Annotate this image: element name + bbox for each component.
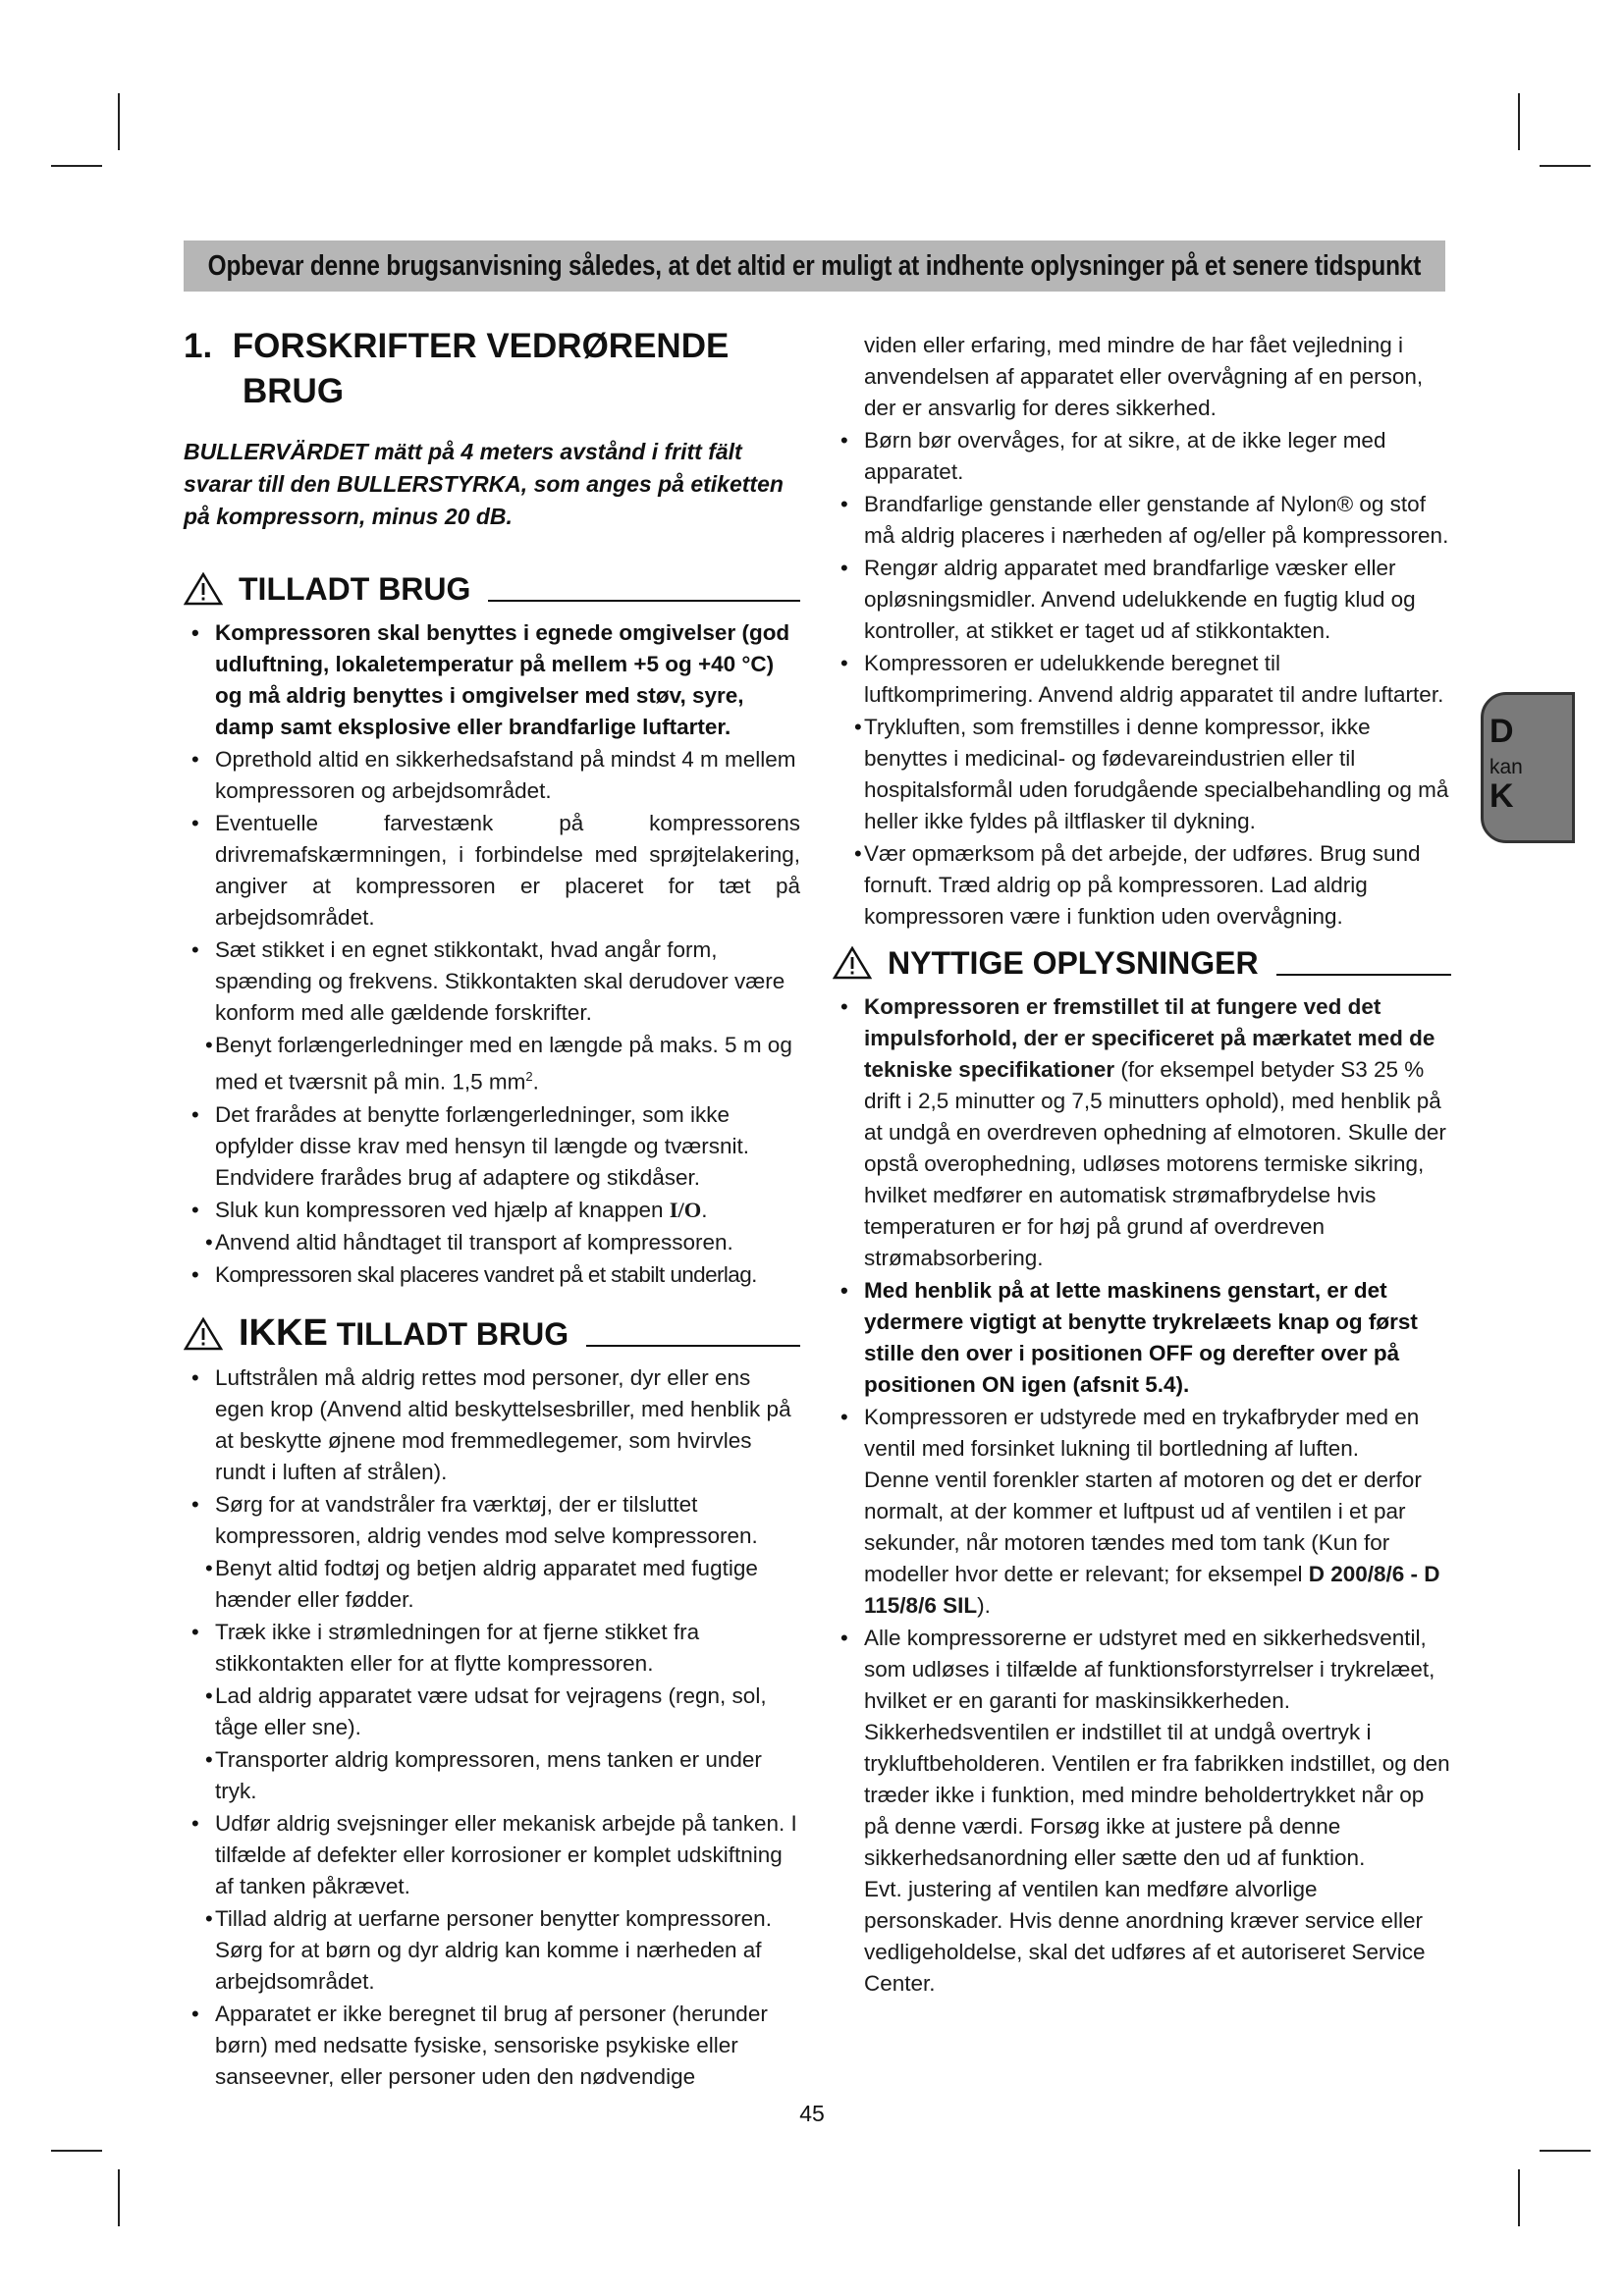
header-banner [184, 240, 1445, 292]
item-text: Sluk kun kompressoren ved hjælp af knappen [215, 1197, 670, 1222]
noise-note: BULLERVÄRDET mätt på 4 meters avstånd i fritt fält svarar till den BULLERSTYRKA, som anges på etiketten på kompressorn, minus 20 dB. [184, 439, 784, 529]
section-title: TILLADT BRUG [239, 571, 471, 607]
list-item: • Trykluften, som fremstilles i denne kompressor, ikke benyttes i medicinal- og fødevareindustrien eller til hospitalsformål uden forudgående specialbehandling og må heller ikke fyldes på iltflasker til dykning. [833, 712, 1451, 837]
continued-list [833, 330, 1451, 933]
heading-rule [1276, 974, 1451, 976]
section-heading-not-allowed [184, 1311, 800, 1354]
crop-mark [1540, 165, 1591, 167]
item-text: Denne ventil forenkler starten af motoren og det er derfor normalt, at der kommer et luftpust ud af ventilen i et par sekunder, når motoren tændes med tom tank (Kun for modeller hvor dette er relevant; for eksempel [864, 1468, 1422, 1586]
item-text: Evt. justering af ventilen kan medføre alvorlige personskader. Hvis denne anordning kræver service eller vedligeholdelse, skal det udføres af et autoriseret Service Center. [864, 1877, 1426, 1996]
title-line-1: FORSKRIFTER VEDRØRENDE [232, 327, 730, 365]
crop-mark [1518, 93, 1520, 150]
crop-mark [118, 93, 120, 150]
list-item: • Det frarådes at benytte forlængerledninger, som ikke opfylder disse krav med hensyn til længde og tværsnit. Endvidere frarådes brug af adaptere og stikdåser. [184, 1099, 800, 1194]
section-heading-allowed [184, 572, 800, 606]
crop-mark [1540, 2150, 1591, 2152]
crop-mark [51, 165, 102, 167]
list-item [184, 1030, 800, 1098]
list-item: • Udfør aldrig svejsninger eller mekanisk arbejde på tanken. I tilfælde af defekter eller korrosioner er komplet udskiftning af tanken påkrævet. [184, 1808, 800, 1902]
list-item [833, 1402, 1451, 1622]
item-bold: Kompressoren er fremstillet til at fungere ved det impulsforhold, der er specificeret på mærkatet med de tekniske specifikationer [864, 994, 1435, 1082]
list-item: • Oprethold altid en sikkerhedsafstand på mindst 4 m mellem kompressoren og arbejdsområdet. [184, 744, 800, 807]
list-item: • Kompressoren er udelukkende beregnet til luftkomprimering. Anvend aldrig apparatet til andre luftarter. [833, 648, 1451, 711]
section-heading-useful [833, 946, 1451, 980]
list-item: • Tillad aldrig at uerfarne personer benytter kompressoren. Sørg for at børn og dyr aldrig kan komme i nærheden af arbejdsområdet. [184, 1903, 800, 1998]
tab-middle: kan [1489, 756, 1523, 778]
list-item: • Transporter aldrig kompressoren, mens tanken er under tryk. [184, 1744, 800, 1807]
warning-triangle-icon [184, 572, 223, 606]
list-item: • Vær opmærksom på det arbejde, der udføres. Brug sund fornuft. Træd aldrig op på kompressoren. Lad aldrig kompressoren være i funktion uden overvågning. [833, 838, 1451, 933]
list-item: viden eller erfaring, med mindre de har fået vejledning i anvendelsen af apparatet eller overvågning af en person, der er ansvarlig for deres sikkerhed. [864, 333, 1424, 420]
useful-list [833, 991, 1451, 2000]
section-number: 1. [184, 327, 213, 365]
language-tab [1481, 692, 1575, 843]
list-item: • Anvend altid håndtaget til transport af kompressoren. [184, 1227, 800, 1258]
list-item: • Eventuelle farvestænk på kompressorens drivremafskærmningen, i forbindelse med sprøjtelakering, angiver at kompressoren er placeret for tæt på arbejdsområdet. [184, 808, 800, 934]
list-item: • Kompressoren skal benyttes i egnede omgivelser (god udluftning, lokaletemperatur på mellem +5 og +40 °C) og må aldrig benyttes i omgivelser med støv, syre, damp samt eksplosive eller brandfarlige luftarter. [184, 617, 800, 743]
list-item [184, 1195, 800, 1226]
item-end: ). [977, 1593, 991, 1618]
item-text: Benyt forlængerledninger med en længde på maks. 5 m og med et tværsnit på min. 1,5 mm [215, 1033, 792, 1095]
heading-rule [488, 600, 800, 602]
list-item: • Sæt stikket i en egnet stikkontakt, hvad angår form, spænding og frekvens. Stikkontakten skal derudover være konform med alle gældende forskrifter. [184, 934, 800, 1029]
tab-letter-top: D [1489, 713, 1514, 750]
item-end: . [532, 1069, 539, 1095]
list-item: • Brandfarlige genstande eller genstande af Nylon® og stof må aldrig placeres i nærheden af og/eller på kompressoren. [833, 489, 1451, 552]
warning-triangle-icon [833, 946, 872, 980]
tab-letter-bottom: K [1489, 777, 1514, 815]
item-text: Alle kompressorerne er udstyret med en sikkerhedsventil, som udløses i tilfælde af funktionsforstyrrelser i trykrelæet, hvilket er en garanti for maskinsikkerheden. [864, 1626, 1435, 1713]
warning-triangle-icon [184, 1317, 223, 1351]
list-item: • Rengør aldrig apparatet med brandfarlige væsker eller opløsningsmidler. Anvend udelukkende en fugtig klud og kontroller, at stikket er taget ud af stikkontakten. [833, 553, 1451, 647]
switch-label: I/O [669, 1197, 702, 1222]
heading-rule [586, 1345, 800, 1347]
page-number: 45 [799, 2101, 825, 2126]
title-emphasis: IKKE [239, 1311, 328, 1354]
title-line-2: BRUG [243, 372, 345, 410]
superscript: 2 [525, 1069, 533, 1084]
right-column [833, 330, 1451, 2001]
page-title [184, 324, 800, 414]
section-title: NYTTIGE OPLYSNINGER [888, 945, 1259, 981]
list-item: • Børn bør overvåges, for at sikre, at de ikke leger med apparatet. [833, 425, 1451, 488]
item-text: Kompressoren er udstyrede med en trykafbryder med en ventil med forsinket lukning til bortledning af luften. [864, 1405, 1420, 1461]
section-title [239, 1311, 569, 1354]
list-item: • Træk ikke i strømledningen for at fjerne stikket fra stikkontakten eller for at flytte kompressoren. [184, 1617, 800, 1680]
left-column [184, 324, 800, 2094]
crop-mark [1518, 2169, 1520, 2226]
title-rest: TILLADT BRUG [336, 1315, 569, 1352]
list-item [833, 1623, 1451, 2000]
list-item: • Kompressoren skal placeres vandret på et stabilt underlag. [184, 1259, 800, 1291]
list-item: • Apparatet er ikke beregnet til brug af personer (herunder børn) med nedsatte fysiske, sensoriske psykiske eller sanseevner, eller personer uden den nødvendige [184, 1999, 800, 2093]
list-item: • Luftstrålen må aldrig rettes mod personer, dyr eller ens egen krop (Anvend altid beskyttelsesbriller, med henblik på at beskytte øjnene mod fremmedlegemer, som hvirvles rundt i luften af strålen). [184, 1362, 800, 1488]
model-numbers: D 200/8/6 - D 115/8/6 SIL [864, 1562, 1440, 1618]
list-item: • Sørg for at vandstråler fra værktøj, der er tilsluttet kompressoren, aldrig vendes mod selve kompressoren. [184, 1489, 800, 1552]
list-item: • Benyt altid fodtøj og betjen aldrig apparatet med fugtige hænder eller fødder. [184, 1553, 800, 1616]
item-text: (for eksempel betyder S3 25 % drift i 2,5 minutter og 7,5 minutters ophold), med henblik på at undgå en overdreven ophedning af elmotoren. Skulle der opstå overophedning, udløses motorens termiske sikring, hvilket medfører en automatisk strømafbrydelse hvis temperaturen er for høj på grund af overdreven strømabsorbering. [864, 1057, 1446, 1270]
allowed-list [184, 617, 800, 1291]
list-item: • Lad aldrig apparatet være udsat for vejragens (regn, sol, tåge eller sne). [184, 1681, 800, 1743]
item-end: . [701, 1197, 708, 1222]
banner-text: Opbevar denne brugsanvisning således, at det altid er muligt at indhente oplysninger på et senere tidspunkt [207, 249, 1422, 282]
list-item: • Med henblik på at lette maskinens genstart, er det ydermere vigtigt at benytte trykrelæets knap og først stille den over i positionen OFF og derefter over på positionen ON igen (afsnit 5.4). [833, 1275, 1451, 1401]
not-allowed-list [184, 1362, 800, 2093]
item-text: Sikkerhedsventilen er indstillet til at undgå overtryk i trykluftbeholderen. Ventilen er fra fabrikken indstillet, og den træder ikke i funktion, med mindre beholdertrykket når op på denne værdi. Forsøg ikke at justere på denne sikkerhedsanordning eller sætte den ud af funktion. [864, 1720, 1450, 1870]
crop-mark [118, 2169, 120, 2226]
list-item [833, 991, 1451, 1274]
crop-mark [51, 2150, 102, 2152]
